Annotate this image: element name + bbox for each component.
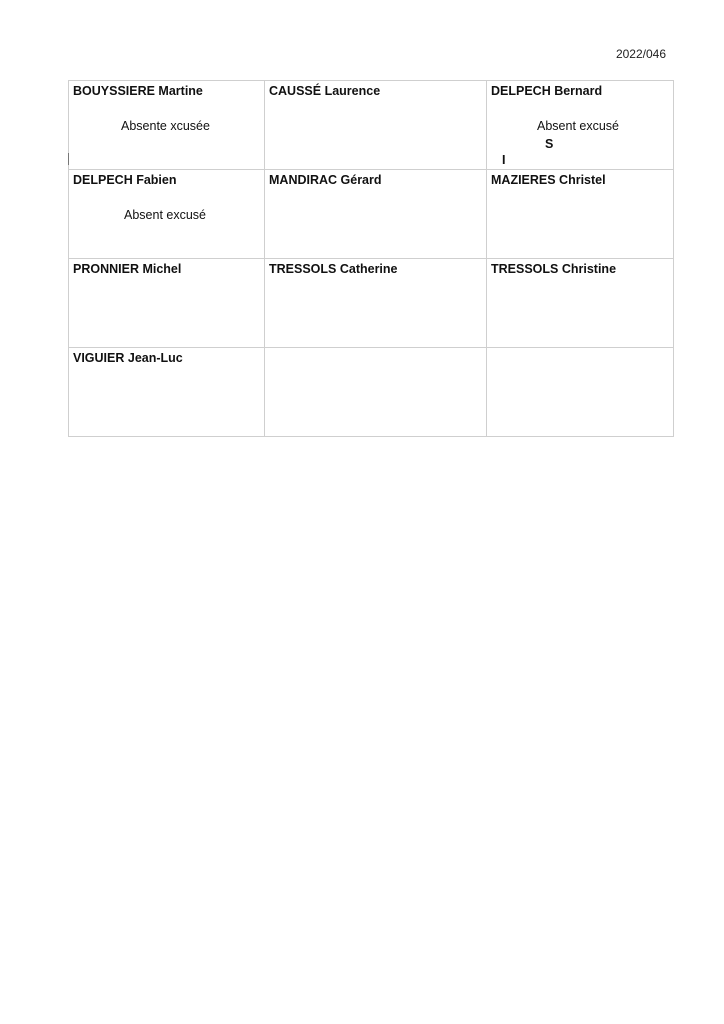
member-cell <box>69 259 265 348</box>
member-cell <box>265 170 487 259</box>
member-cell <box>69 348 265 437</box>
member-name: TRESSOLS Christine <box>491 262 617 276</box>
member-cell <box>265 259 487 348</box>
member-name: MAZIERES Christel <box>491 173 606 187</box>
absence-note: Absent excusé <box>124 208 206 222</box>
member-name: DELPECH Fabien <box>73 173 177 187</box>
table-row <box>69 259 674 348</box>
member-name: BOUYSSIERE Martine <box>73 84 203 98</box>
empty-cell <box>265 348 487 437</box>
empty-cell <box>487 348 674 437</box>
stray-character: S <box>545 137 554 151</box>
member-cell <box>487 259 674 348</box>
member-name: PRONNIER Michel <box>73 262 182 276</box>
member-cell <box>69 81 265 170</box>
member-cell <box>69 170 265 259</box>
attendance-grid <box>68 80 674 437</box>
page-reference: 2022/046 <box>615 47 666 61</box>
member-cell <box>487 81 674 170</box>
member-name: DELPECH Bernard <box>491 84 603 98</box>
absence-note: Absent excusé <box>537 119 619 133</box>
member-name: VIGUIER Jean-Luc <box>73 351 183 365</box>
table-row <box>69 170 674 259</box>
table-row <box>69 81 674 170</box>
table-row <box>69 348 674 437</box>
member-name: CAUSSÉ Laurence <box>269 84 381 98</box>
margin-mark <box>68 153 69 165</box>
member-name: MANDIRAC Gérard <box>269 173 382 187</box>
absence-note: Absente xcusée <box>121 119 210 133</box>
member-cell <box>487 170 674 259</box>
stray-character: I <box>502 153 506 167</box>
member-name: TRESSOLS Catherine <box>269 262 398 276</box>
member-cell <box>265 81 487 170</box>
